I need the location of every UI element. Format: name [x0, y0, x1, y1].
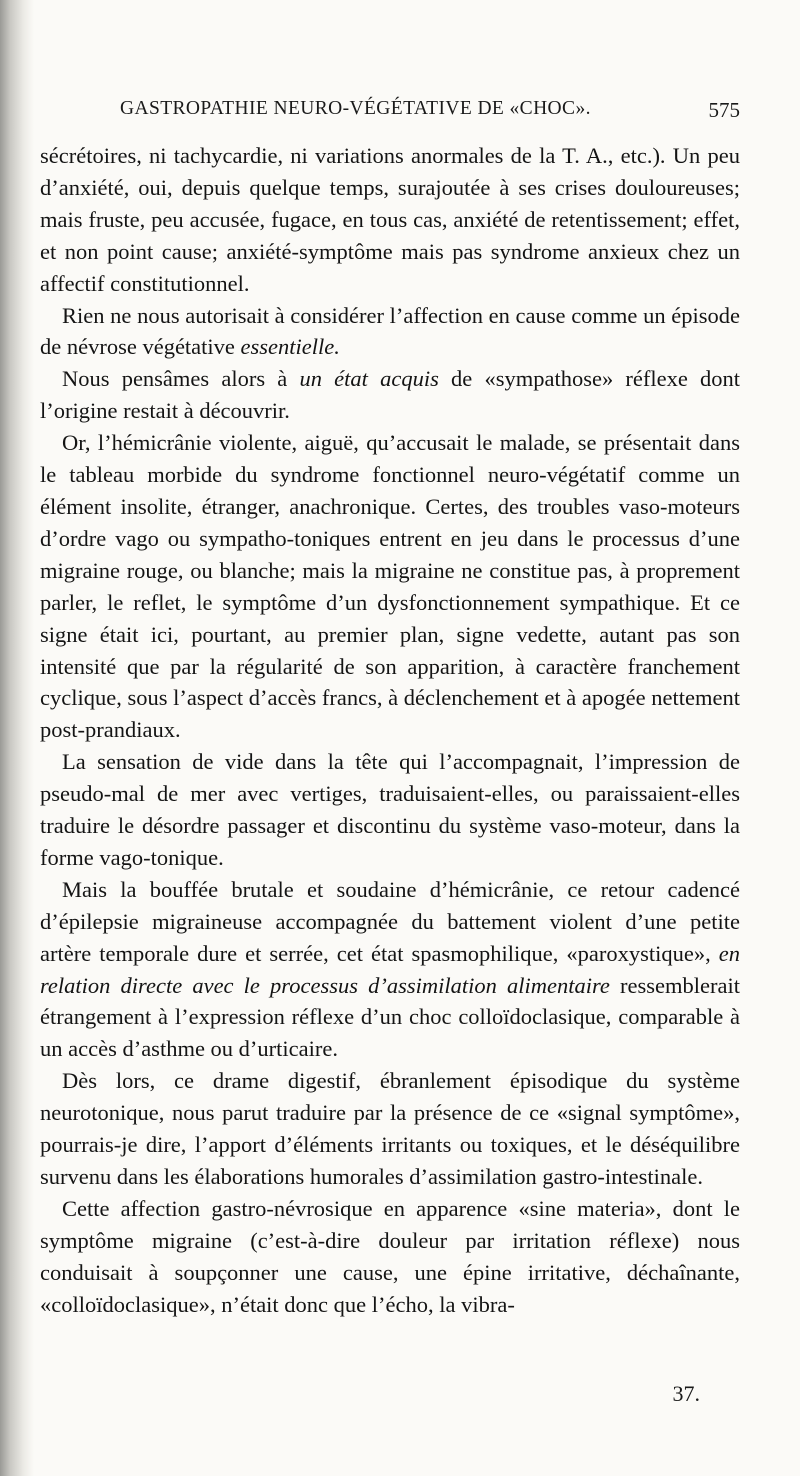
page-gutter-shadow	[0, 0, 34, 1476]
paragraph-8	[40, 1193, 740, 1321]
paragraph-8-text: Cette affection gastro-névrosique en apparence «sine materia», dont le symptôme migraine (c’est-à-dire douleur par irritation réflexe) nous conduisait à soupçonner une cause, une épine irritative, déchaînante, «colloïdoclasique», n’était donc que l’écho, la vibra-	[40, 1195, 740, 1317]
paragraph-3-text: Nous pensâmes alors à	[62, 366, 300, 392]
paragraph-4	[40, 427, 740, 746]
running-title: GASTROPATHIE NEURO-VÉGÉTATIVE DE «CHOC».	[120, 98, 591, 119]
paragraph-5-text: La sensation de vide dans la tête qui l’accompagnait, l’impression de pseudo-mal de mer avec vertiges, traduisaient-elles, ou paraissaient-elles traduire le désordre passager et discontinu du système vaso-moteur, dans la forme vago-tonique.	[40, 749, 740, 870]
paragraph-4-text: Or, l’hémicrânie violente, aiguë, qu’accusait le malade, se présentait dans le tableau morbide du syndrome fonctionnel neuro-végétatif comme un élément insolite, étranger, anachronique. Certes, des troubles vaso-moteurs d’ordre vago ou sympatho-toniques entrent en jeu dans le processus d’une migraine rouge, ou blanche; mais la migraine ne constitue pas, à proprement parler, le reflet, le symptôme d’un dysfonctionnement sympathique. Et ce signe était ici, pourtant, au premier plan, signe vedette, autant pas son intensité que par la régularité de son apparition, à caractère franchement cyclique, sous l’aspect d’accès francs, à déclenchement et à apogée nettement post-prandiaux.	[40, 430, 740, 743]
paragraph-3-text-after: de «sympathose» réflexe dont l’origine restait à découvrir.	[40, 366, 741, 424]
signature-mark: 37.	[672, 1381, 700, 1406]
paragraph-6	[40, 874, 740, 1065]
paragraph-6-text-after: ressemblerait étrangement à l’expression réflexe d’un choc colloïdoclasique, comparable à un accès d’asthme ou d’urticaire.	[40, 972, 740, 1062]
paragraph-7	[40, 1065, 740, 1193]
paragraph-1	[40, 140, 740, 300]
paragraph-7-text: Dès lors, ce drame digestif, ébranlement épisodique du système neurotonique, nous parut traduire par la présence de ce «signal symptôme», pourrais-je dire, l’apport d’éléments irritants ou toxiques, et le déséquilibre survenu dans les élaborations humorales d’assimilation gastro-intestinale.	[40, 1068, 740, 1189]
paragraph-5	[40, 746, 740, 874]
paragraph-1-text: sécrétoires, ni tachycardie, ni variations anormales de la T. A., etc.). Un peu d’anxiété, oui, depuis quelque temps, surajoutée à ses crises douloureuses; mais fruste, peu accusée, fugace, en tous cas, anxiété de retentissement; effet, et non point cause; anxiété-symptôme mais pas syndrome anxieux chez un affectif constitutionnel.	[40, 143, 740, 296]
paragraph-2-italic: essentielle.	[240, 334, 340, 360]
paragraph-6-italic: en relation directe avec le processus d’assimilation alimentaire	[40, 940, 740, 998]
paragraph-6-text: Mais la bouffée brutale et soudaine d’hémicrânie, ce retour cadencé d’épilepsie migraineuse accompagnée du battement violent d’une petite artère temporale dure et serrée, cet état spasmophilique, «paroxystique»,	[40, 876, 740, 966]
paragraph-3-italic: un état acquis	[299, 366, 439, 392]
page-number: 575	[708, 98, 740, 122]
running-head	[120, 98, 740, 132]
body-text	[40, 140, 740, 1321]
paragraph-2-text: Rien ne nous autorisait à considérer l’affection en cause comme un épisode de névrose végétative	[40, 302, 740, 360]
paragraph-3	[40, 363, 740, 427]
paragraph-2	[40, 300, 740, 364]
